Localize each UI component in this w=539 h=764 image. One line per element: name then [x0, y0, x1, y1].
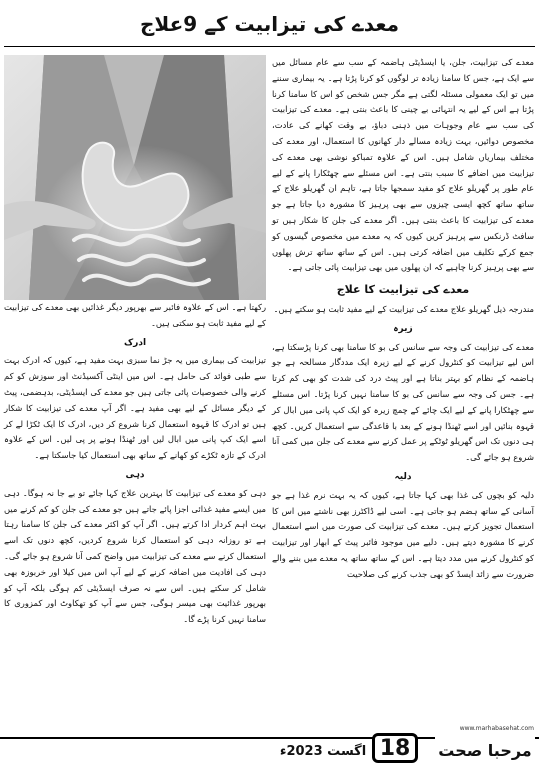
issue-date: اگست 2023ء: [279, 743, 367, 759]
intro-paragraph: معدے کی تیزابیت، جلن، یا ایسڈیٹی ہاضمہ کے سب سے عام مسائل میں سے ایک ہے، جس کا سامنا زیادہ تر لوگوں کو کرنا پڑتا ہے۔ یہ بیماری سننے میں تو ایک معمولی مسئلہ لگتی ہے مگر جس شخص کو اس کا سامنا کرنا پڑتا ہے اس کے لیے یہ انتہائی بے چینی کا باعث بنتی ہے۔ معدے کی تیزابیت کی سب سے عام وجوہات میں ذہنی دباؤ، بے وقت کھانے کی عادت، مخصوص دوائیں، بہت زیادہ مسالے دار کھانوں کا استعمال، اور معدے کی مختلف بیماریاں شامل ہیں۔ اس کے علاوہ تمباکو نوشی بھی معدے کی تیزابیت میں اضافے کا سبب بنتی ہے۔ اس مسئلے سے چھٹکارا پانے کے لیے عام طور پر گھریلو علاج کو مفید سمجھا جاتا ہے، تاہم ان گھریلو علاج کے ساتھ ساتھ کچھ ایسی چیزوں سے بھی پرہیز کا مشورہ دیا جاتا ہے جو معدے کی تیزابیت کا باعث بنتی ہیں۔ اگر معدے کی جلن کا شکار ہیں تو سافٹ ڈرنکس سے پرہیز کریں کیوں کہ یہ معدے میں مخصوص گیسوں کو جمع کرکے تکلیف میں اضافہ کرتی ہیں۔ اس کے ساتھ ساتھ ترش پھلوں سے بھی پرہیز کرنا چاہیے کہ ان پھلوں میں بھی تیزابیت پائی جاتی ہے۔: [272, 57, 534, 273]
dahi-heading: دہی: [125, 469, 145, 480]
stomach-anatomy-illustration: [4, 55, 266, 300]
title-rule: [4, 46, 535, 47]
page-number: 18: [372, 733, 418, 763]
daliya-paragraph: دلیہ کو بچوں کی غذا بھی کہا جاتا ہے، کیوں کہ یہ بہت نرم غذا ہے جو آسانی کے ساتھ ہضم ہو جاتی ہے۔ اسی لیے ڈاکٹرز بھی ناشتے میں اس کا استعمال تجویز کرتے ہیں۔ معدے کی تیزابیت کی صورت میں اسے استعمال کرنے کا مشورہ دیتے ہیں۔ دلیے میں موجود فائبر پیٹ کے ابھار اور تیزابیت کو کنٹرول کرنے میں مدد دیتا ہے۔ اس کے ساتھ ساتھ یہ معدے میں بننے والے ضرورت سے زائد ایسڈ کو بھی جذب کرنے کی صلاحیت: [272, 489, 534, 579]
adrak-heading: ادرک: [123, 337, 147, 348]
article-title: معدے کی تیزابیت کے 9علاج: [139, 12, 399, 36]
continued-paragraph: رکھتا ہے۔ اس کے علاوہ فائبر سے بھرپور دیگر غذائیں بھی معدے کی تیزابیت کے لیے مفید ثابت ہو سکتی ہیں۔: [4, 302, 266, 328]
page-footer: [0, 723, 539, 764]
treatment-heading: معدے کی تیزابیت کا علاج: [336, 283, 470, 297]
adrak-paragraph: تیزابیت کی بیماری میں یہ جڑ نما سبزی بہت مفید ہے، کیوں کہ ادرک بہت سے طبی فوائد کی حامل ہے۔ اس میں اینٹی آکسیڈنٹ اور سوزش کو کم کرنے والی خصوصیات پائی جاتی ہیں جو معدے کی ایسڈیٹی، بدہضمی، پیٹ کے دیگر مسائل کے لیے بھی مفید ہے۔ اگر آپ معدے کی تیزابیت کا شکار ہیں تو ادرک کا قہوہ استعمال کرنا شروع کر دیں، ادرک کا ایک ٹکڑا لے کر اسے ایک کپ پانی میں ابال لیں اور ٹھنڈا ہونے پر پی لیں۔ اس کے علاوہ ادرک کے تازہ ٹکڑے کو کھانے کے ساتھ بھی استعمال کیا جاسکتا ہے۔: [4, 355, 266, 461]
zeera-paragraph: معدے کی تیزابیت کی وجہ سے سانس کی بو کا سامنا بھی کرنا پڑسکتا ہے، اس لیے تیزابیت کو کنٹرول کرنے کے لیے زیرہ ایک مددگار مسالحہ ہے جو ہاضمہ کے نظام کو بہتر بناتا ہے اور پیٹ درد کی شدت کو بھی کم کرتا ہے۔ جس کی وجہ سے سانس کی بو کا سامنا نہیں کرنا پڑتا۔ اس مسئلے سے چھٹکارا پانے کے لیے ایک چائے کے چمچ زیرہ کو ایک کپ پانی میں ابال کر قہوہ بنائیں اور اسے ٹھنڈا ہونے کے بعد با قاعدگی سے استعمال کریں۔ کچھ ہی دنوں تک اس گھریلو ٹوٹکے پر عمل کرنے سے معدے کی جلن میں کمی آنا شروع ہو جائے گی۔: [272, 341, 534, 463]
treatment-intro: مندرجہ ذیل گھریلو علاج معدے کی تیزابیت کے لیے مفید ثابت ہو سکتے ہیں۔: [273, 303, 534, 314]
left-column: [4, 300, 266, 630]
illustration-svg: [4, 55, 266, 300]
dahi-paragraph: دہی کو معدے کی تیزابیت کا بہترین علاج کہا جائے تو بے جا نہ ہوگا۔ دہی میں ایسے مفید غذائی اجزا پائے جاتے ہیں جو معدے کی جلن کو کم کرنے میں بہت اہم کردار ادا کرتے ہیں۔ اگر آپ کو اکثر معدے کی جلن کا سامنا رہتا ہے تو روزانہ دہی کو استعمال کرنا شروع کردیں، کچھ دنوں تک اسے استعمال کرنے سے معدے کی تیزابیت میں واضح کمی آنا شروع ہو جائے گی۔ دہی کی افادیت میں اضافہ کرنے کے لیے آپ اس میں کیلا اور خربوزہ بھی شامل کر سکتے ہیں۔ اس سے نہ صرف ایسڈیٹی کم ہوگی بلکہ آپ کو بھرپور غذائیت بھی میسر ہوگی، جس سے آپ کو تھکاوٹ اور کمزوری کا سامنا نہیں کرنا پڑے گا۔: [4, 487, 266, 625]
website-url: www.marhabasehat.com: [459, 725, 534, 732]
right-column: [272, 55, 534, 585]
title-bar: [0, 6, 539, 42]
daliya-heading: دلیہ: [394, 471, 412, 482]
zeera-heading: زیرہ: [393, 323, 413, 334]
magazine-logo: مرحبا صحت: [435, 737, 535, 763]
